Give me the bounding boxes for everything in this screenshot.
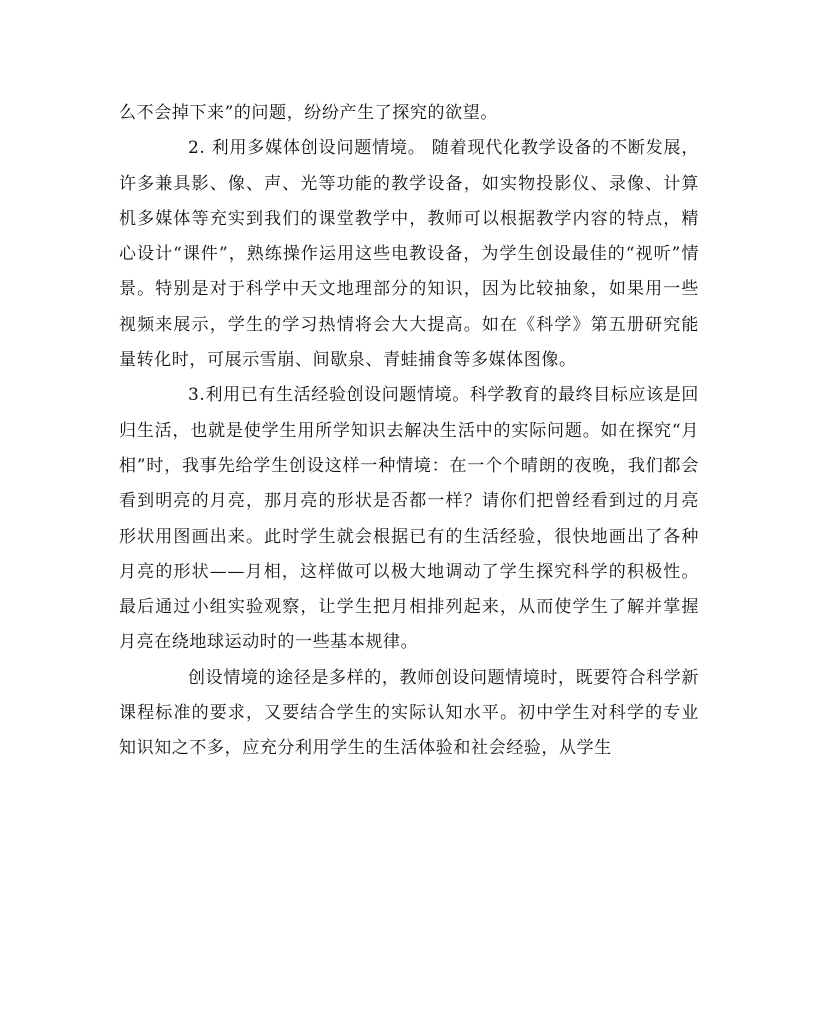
paragraph-multimedia: 2. 利用多媒体创设问题情境。 随着现代化教学设备的不断发展，许多兼具影、像、声、光等功能的教学设备，如实物投影仪、录像、计算机多媒体等充实到我们的课堂教学中，教师可以根据教学内容的特点，精心设计“课件”，熟练操作运用这些电教设备，为学生创设最佳的“视听”情景。特别是对于科学中天文地理部分的知识，因为比较抽象，如果用一些视频来展示，学生的学习热情将会大大提高。如在《科学》第五册研究能量转化时，可展示雪崩、间歇泉、青蛙捕食等多媒体图像。 <box>119 138 699 371</box>
paragraph-life-experience: 3.利用已有生活经验创设问题情境。科学教育的最终目标应该是回归生活，也就是使学生用所学知识去解决生活中的实际问题。如在探究“月相”时，我事先给学生创设这样一种情境：在一个个晴朗的夜晚，我们都会看到明亮的月亮，那月亮的形状是否都一样？请你们把曾经看到过的月亮形状用图画出来。此时学生就会根据已有的生活经验，很快地画出了各种月亮的形状——月相，这样做可以极大地调动了学生探究科学的积极性。最后通过小组实验观察，让学生把月相排列起来，从而使学生了解并掌握月亮在绕地球运动时的一些基本规律。 <box>119 385 699 653</box>
paragraph-conclusion: 创设情境的途径是多样的，教师创设问题情境时，既要符合科学新课程标准的要求，又要结合学生的实际认知水平。初中学生对科学的专业知识知之不多，应充分利用学生的生活体验和社会经验，从学生 <box>119 667 699 759</box>
paragraph-continuation: 么不会掉下来”的问题，纷纷产生了探究的欲望。 <box>119 103 498 123</box>
document-body <box>119 96 699 767</box>
